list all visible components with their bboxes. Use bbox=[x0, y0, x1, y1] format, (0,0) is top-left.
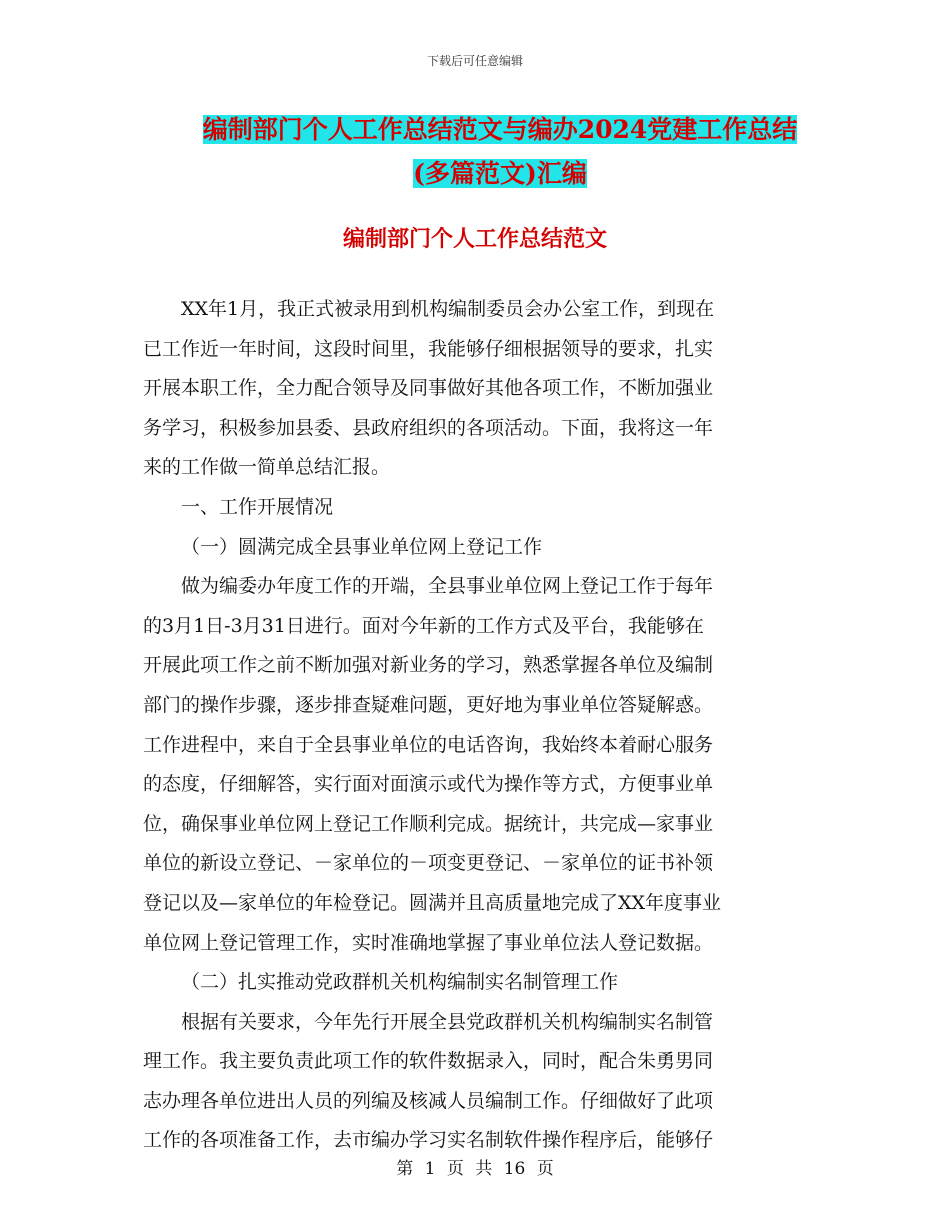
header-note: 下载后可任意编辑 bbox=[426, 54, 523, 68]
document-title-line-2: (多篇范文)汇编 bbox=[413, 159, 587, 188]
paragraph-real-name-management: 根据有关要求，今年先行开展全县党政群机关机构编制实名制管 理工作。我主要负责此项工作的软件数据录入，同时，配合朱勇男同 志办理各单位进出人员的列编及核减人员编制工作。仔细做好了此项 工作的各项准备工作，去市编办学习实名制软件操作程序后，能够仔 bbox=[143, 1010, 714, 1152]
page-indicator: 第 1 页 共 16 页 bbox=[396, 1159, 554, 1179]
section-title: 编制部门个人工作总结范文 bbox=[342, 226, 607, 252]
document-title bbox=[150, 108, 850, 196]
subheading-online-registration: （一）圆满完成全县事业单位网上登记工作 bbox=[181, 535, 543, 558]
document-body bbox=[143, 290, 808, 1161]
subheading-real-name-management: （二）扎实推动党政群机关机构编制实名制管理工作 bbox=[181, 971, 619, 994]
paragraph-online-registration: 做为编委办年度工作的开端，全县事业单位网上登记工作于每年 的3月1日-3月31日进行。面对今年新的工作方式及平台，我能够在 开展此项工作之前不断加强对新业务的学习，熟悉掌握各单位及编制 部门的操作步骤，逐步排查疑难问题，更好地为事业单位答疑解惑。 工作进程中，来自于全县事业单位的电话咨询，我始终本着耐心服务 的态度，仔细解答，实行面对面演示或代为操作等方式，方便事业单 位，确保事业单位网上登记工作顺利完成。据统计，共完成—家事业 单位的新设立登记、－家单位的－项变更登记、－家单位的证书补领 登记以及—家单位的年检登记。圆满并且高质量地完成了XX年度事业 单位网上登记管理工作，实时准确地掌握了事业单位法人登记数据。 bbox=[143, 575, 722, 954]
heading-work-overview: 一、工作开展情况 bbox=[181, 495, 334, 518]
document-title-line-1: 编制部门个人工作总结范文与编办2024党建工作总结 bbox=[202, 115, 798, 144]
paragraph-intro: XX年1月，我正式被录用到机构编制委员会办公室工作，到现在 已工作近一年时间，这段时间里，我能够仔细根据领导的要求，扎实 开展本职工作，全力配合领导及同事做好其他各项工作，不断加强业 务学习，积极参加县委、县政府组织的各项活动。下面，我将这一年 来的工作做一简单总结汇报。 bbox=[143, 298, 715, 479]
